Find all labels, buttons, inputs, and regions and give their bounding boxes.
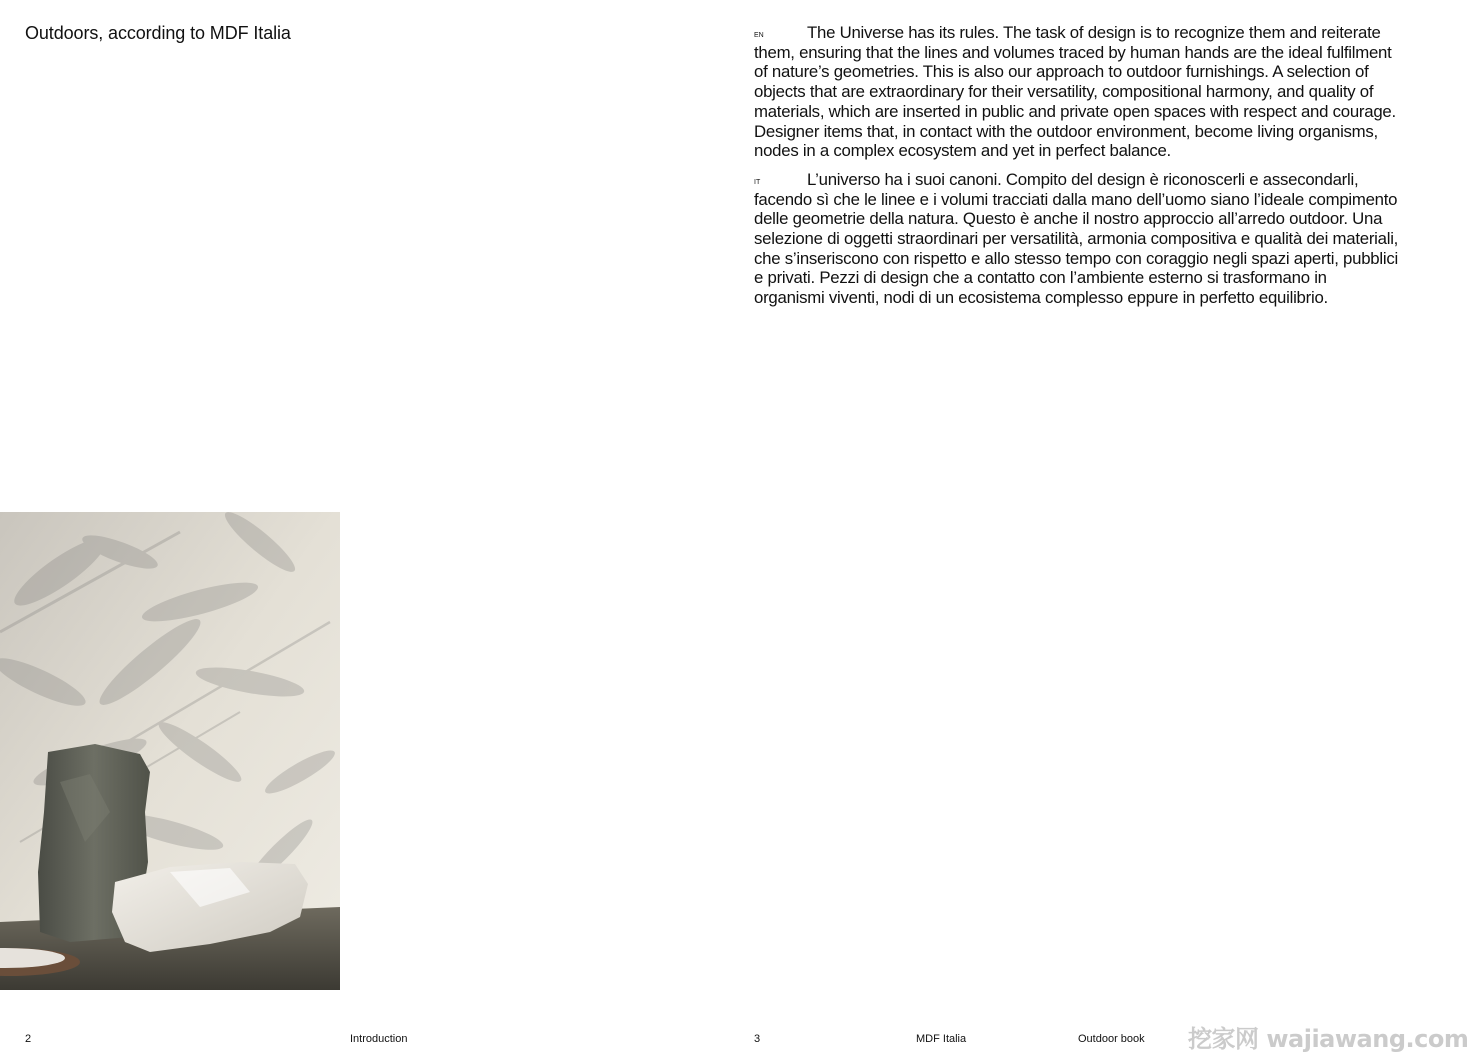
paragraph-it-text: L’universo ha i suoi canoni. Compito del design è riconoscerli e assecondarli, facendo sì che le linee e i volumi tracciati dalla mano dell’uomo siano l’ideale compimento delle geometrie della natura. Questo è anche il nostro approccio all’arredo outdoor. Una selezione di oggetti straordinari per versatilità, armonia compositiva e qualità dei materiali, che s’inseriscono con rispetto e allo stesso tempo con coraggio negli spazi aperti, pubblici e privati. Pezzi di design che a contatto con l’ambiente esterno si trasformano in organismi viventi, nodi di un ecosistema complesso eppure in perfetto equilibrio. [754, 169, 1399, 308]
language-tag-en: EN [754, 32, 764, 39]
right-page-number: 3 [754, 1033, 761, 1045]
left-page-number: 2 [25, 1033, 32, 1045]
section-label: Introduction [350, 1033, 408, 1045]
brand-label: MDF Italia [916, 1033, 967, 1045]
intro-text-column [754, 23, 1400, 317]
paragraph-en [754, 23, 1400, 161]
page-title: Outdoors, according to MDF Italia [25, 23, 291, 43]
paragraph-en-text: The Universe has its rules. The task of design is to recognize them and reiterate them, ensuring that the lines and volumes traced by human hands are the ideal fulfilment of nature’s geometries. This is also our approach to outdoor furnishings. A selection of objects that are extraordinary for their versatility, compositional harmony, and quality of materials, which are inserted in public and private open spaces with respect and courage. Designer items that, in contact with the outdoor environment, become living organisms, nodes in a complex ecosystem and yet in perfect balance. [754, 23, 1396, 161]
stone-still-life-photo [0, 512, 340, 990]
book-label: Outdoor book [1078, 1033, 1145, 1045]
language-tag-it: IT [754, 178, 761, 186]
watermark: 挖家网 wajiawang.com [1188, 1025, 1468, 1053]
photo-illustration [0, 512, 340, 990]
paragraph-it [754, 170, 1400, 308]
